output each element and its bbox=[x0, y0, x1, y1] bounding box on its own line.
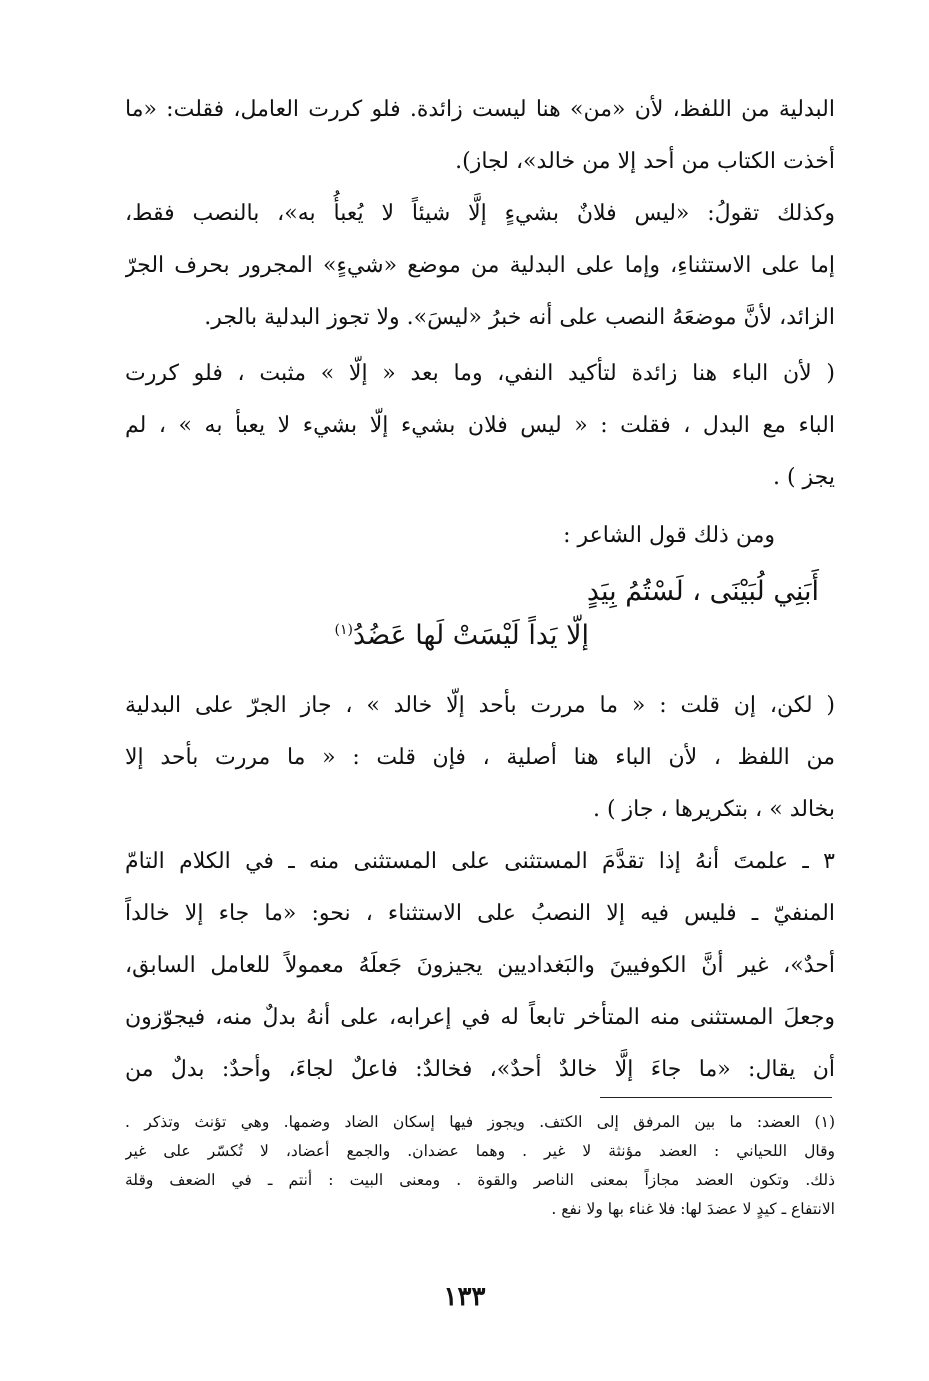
verse-text: إلّا يَداً لَيْسَتْ لَها عَضُدُ bbox=[353, 620, 589, 651]
text-line: المنفيّ ـ فليس فيه إلا النصبُ على الاستثناء ، نحو: «ما جاء إلا خالداً bbox=[125, 901, 835, 926]
text-line: ٣ ـ علمتَ أنهُ إذا تقدَّمَ المستثنى على المستثنى منه ـ في الكلام التامّ bbox=[125, 849, 835, 874]
text-line: أن يقال: «ما جاءَ إلَّا خالدٌ أحدٌ»، فخالدٌ: فاعلٌ لجاءَ، وأحدٌ: بدلٌ من bbox=[125, 1057, 835, 1082]
footnote-separator bbox=[600, 1097, 832, 1098]
footnote-line: ذلك. وتكون العضد مجازاً بمعنى الناصر والقوة . ومعنى البيت : أنتم ـ في الضعف وقلة bbox=[125, 1171, 835, 1189]
page-number: ١٣٣ bbox=[443, 1282, 486, 1312]
footnote-line: (١) العضد: ما بين المرفق إلى الكتف. ويجوز فيها إسكان الضاد وضمها. وهي تؤنث وتذكر . bbox=[125, 1113, 835, 1131]
paragraph-1 bbox=[125, 84, 835, 188]
text-line: الباء مع البدل ، فقلت : « ليس فلان بشيء إلّا بشيء لا يعبأ به » ، لم bbox=[125, 413, 835, 438]
verse-hemistich-1: أَبَنِي لُبَيْنَى ، لَسْتُمُ بِيَدٍ bbox=[586, 576, 819, 607]
text-line: ومن ذلك قول الشاعر : bbox=[563, 523, 775, 548]
text-line: البدلية من اللفظ، لأن «من» هنا ليست زائدة. فلو كررت العامل، فقلت: «ما bbox=[125, 97, 835, 122]
text-line: بخالد » ، بتكريرها ، جاز ) . bbox=[592, 797, 835, 822]
paragraph-4 bbox=[125, 510, 835, 562]
paragraph-3 bbox=[125, 348, 835, 504]
footnote-marker: (١) bbox=[334, 622, 353, 638]
text-line: أحدٌ»، غير أنَّ الكوفيينَ والبَغداديين يجيزونَ جَعلَهُ معمولاً للعامل السابق، bbox=[125, 953, 835, 978]
paragraph-6 bbox=[125, 836, 835, 1096]
text-line: يجز ) . bbox=[772, 465, 835, 490]
text-line: إما على الاستثناءِ، وإما على البدلية من موضع «شيءٍ» المجرور بحرف الجرّ bbox=[125, 253, 835, 278]
paragraph-2 bbox=[125, 188, 835, 344]
text-line: أخذت الكتاب من أحد إلا من خالد»، لجاز). bbox=[455, 149, 835, 174]
text-line: ( لأن الباء هنا زائدة لتأكيد النفي، وما بعد « إلّا » مثبت ، فلو كررت bbox=[125, 361, 835, 386]
footnote bbox=[125, 1108, 835, 1224]
text-line: الزائد، لأنَّ موضعَهُ النصب على أنه خبرُ «ليسَ». ولا تجوز البدلية بالجر. bbox=[204, 305, 835, 330]
paragraph-5 bbox=[125, 680, 835, 836]
verse-hemistich-2 bbox=[335, 620, 589, 651]
text-line: من اللفظ ، لأن الباء هنا أصلية ، فإن قلت : « ما مررت بأحد إلا bbox=[125, 745, 835, 770]
footnote-line: وقال اللحياني : العضد مؤنثة لا غير . وهما عضدان. والجمع أعضاد، لا تُكسّر على غير bbox=[125, 1142, 835, 1160]
footnote-line: الانتفاع ـ كيدٍ لا عضدَ لها: فلا غناء بها ولا نفع . bbox=[551, 1200, 835, 1218]
text-line: ( لكن، إن قلت : « ما مررت بأحد إلّا خالد » ، جاز الجرّ على البدلية bbox=[125, 693, 835, 718]
text-line: وجعلَ المستثنى منه المتأخر تابعاً له في إعرابه، على أنهُ بدلٌ منه، فيجوّزون bbox=[125, 1005, 835, 1030]
text-line: وكذلك تقولُ: «ليس فلانٌ بشيءٍ إلَّا شيئاً لا يُعبأُ به»، بالنصب فقط، bbox=[125, 201, 835, 226]
